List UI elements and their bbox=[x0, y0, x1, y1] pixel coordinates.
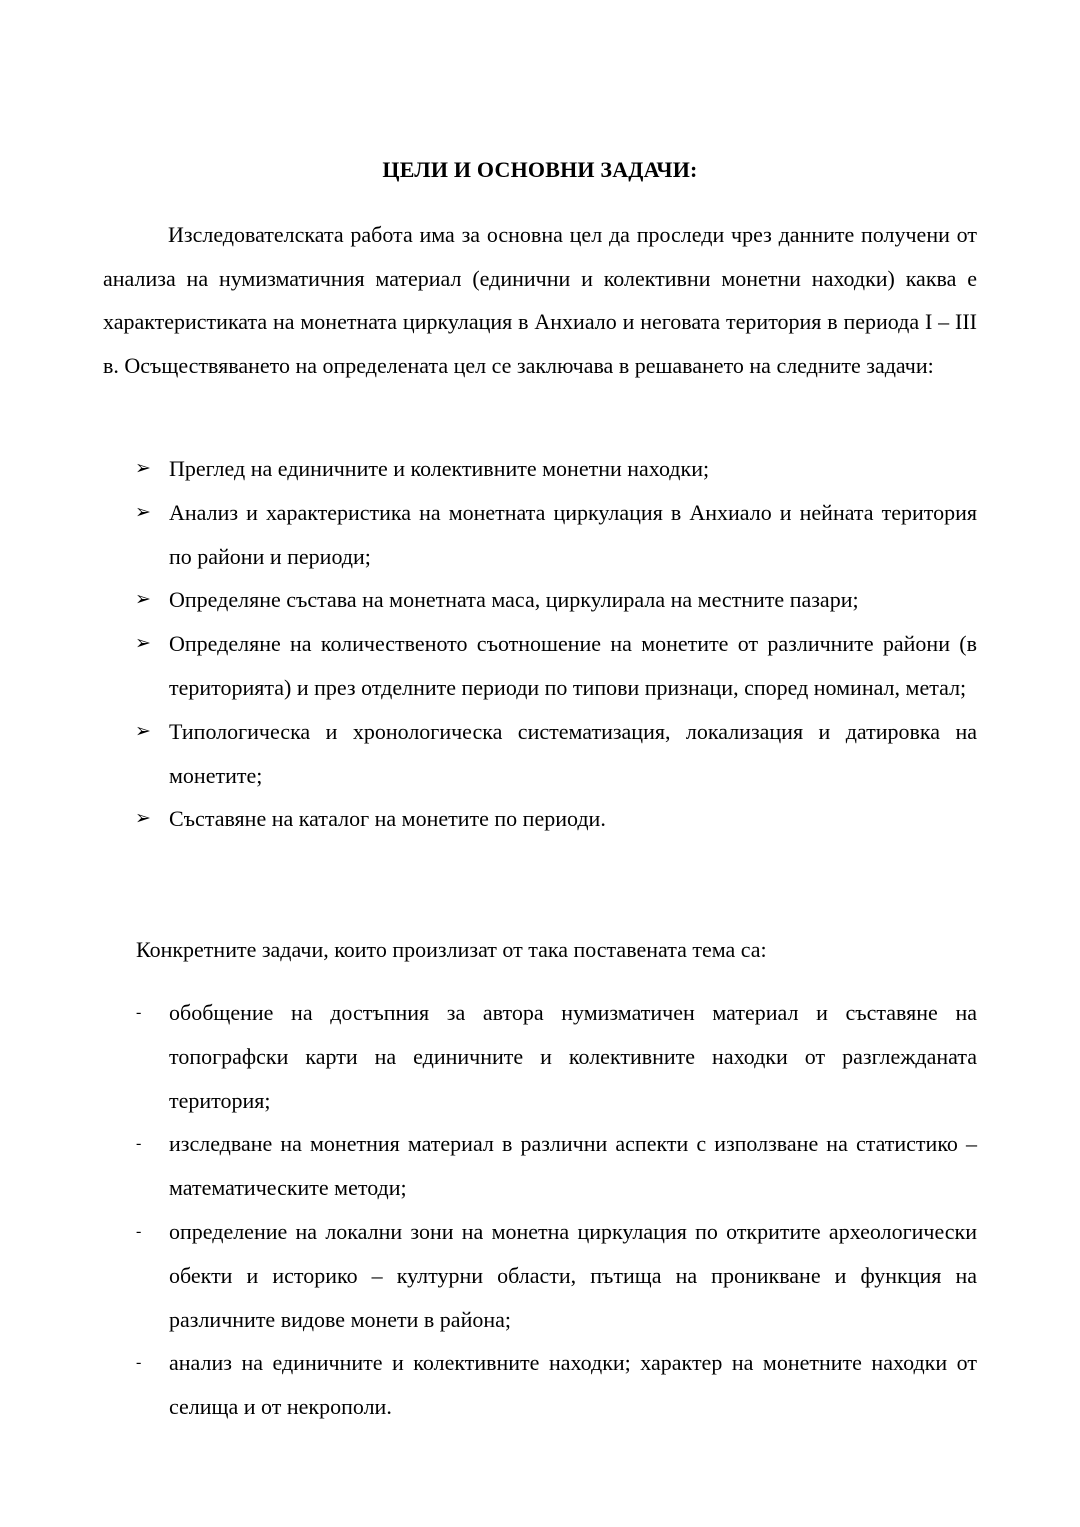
list-item bbox=[103, 1122, 977, 1210]
task-text: Преглед на единичните и колективните монетни находки; bbox=[169, 456, 710, 481]
task-text: Типологическа и хронологическа систематизация, локализация и датировка на монетите; bbox=[169, 718, 977, 788]
list-item bbox=[103, 491, 977, 579]
concrete-task-text: определение на локални зони на монетна циркулация по откритите археологически обекти и историко – културни области, пътища на проникване и функция на различните видове монети в района; bbox=[169, 1218, 977, 1332]
list-item bbox=[103, 991, 977, 1122]
arrow-bullet-icon: ➢ bbox=[135, 719, 151, 742]
page-title: ЦЕЛИ И ОСНОВНИ ЗАДАЧИ: bbox=[382, 157, 698, 182]
list-item bbox=[103, 1210, 977, 1341]
dash-bullet-icon: - bbox=[136, 1354, 142, 1372]
list-item bbox=[103, 1341, 977, 1429]
list-item bbox=[103, 710, 977, 798]
arrow-bullet-icon: ➢ bbox=[135, 588, 151, 611]
list-item bbox=[103, 447, 977, 491]
concrete-tasks-list bbox=[103, 991, 977, 1429]
concrete-task-text: анализ на единичните и колективните находки; характер на монетните находки от селища и от некрополи. bbox=[169, 1350, 977, 1420]
arrow-bullet-icon: ➢ bbox=[135, 500, 151, 523]
task-text: Съставяне на каталог на монетите по периоди. bbox=[169, 806, 606, 832]
list-item bbox=[103, 622, 977, 710]
arrow-bullet-icon: ➢ bbox=[135, 807, 151, 830]
concrete-task-text: изследване на монетния материал в различни аспекти с използване на статистико – математическите методи; bbox=[169, 1131, 977, 1201]
dash-bullet-icon: - bbox=[136, 1004, 142, 1021]
arrow-bullet-icon: ➢ bbox=[135, 632, 151, 655]
concrete-intro-paragraph: Конкретните задачи, които произлизат от така поставената тема са: bbox=[136, 937, 767, 962]
list-item bbox=[103, 797, 977, 841]
tasks-list bbox=[103, 447, 977, 841]
task-text: Определяне на количественото съотношение на монетите от различните райони (в територията) и през отделните периоди по типови признаци, според номинал, метал; bbox=[169, 631, 977, 700]
task-text: Анализ и характеристика на монетната циркулация в Анхиало и нейната територия по райони и периоди; bbox=[169, 499, 977, 569]
dash-bullet-icon: - bbox=[136, 1135, 142, 1153]
intro-paragraph: Изследователската работа има за основна цел да проследи чрез данните получени от анализа на нумизматичния материал (единични и колективни монетни находки) каква е характеристиката на монетната циркулация в Анхиало и неговата територия в периода I – III в. Осъществяването на определената цел се заключава в решаването на следните задачи: bbox=[103, 222, 977, 378]
concrete-task-text: обобщение на достъпния за автора нумизматичен материал и съставяне на топографски карти на единичните и колективните находки от разглежданата територия; bbox=[169, 1000, 977, 1113]
dash-bullet-icon: - bbox=[136, 1222, 142, 1240]
list-item bbox=[103, 578, 977, 622]
task-text: Определяне състава на монетната маса, циркулирала на местните пазари; bbox=[169, 587, 859, 613]
arrow-bullet-icon: ➢ bbox=[135, 457, 151, 479]
